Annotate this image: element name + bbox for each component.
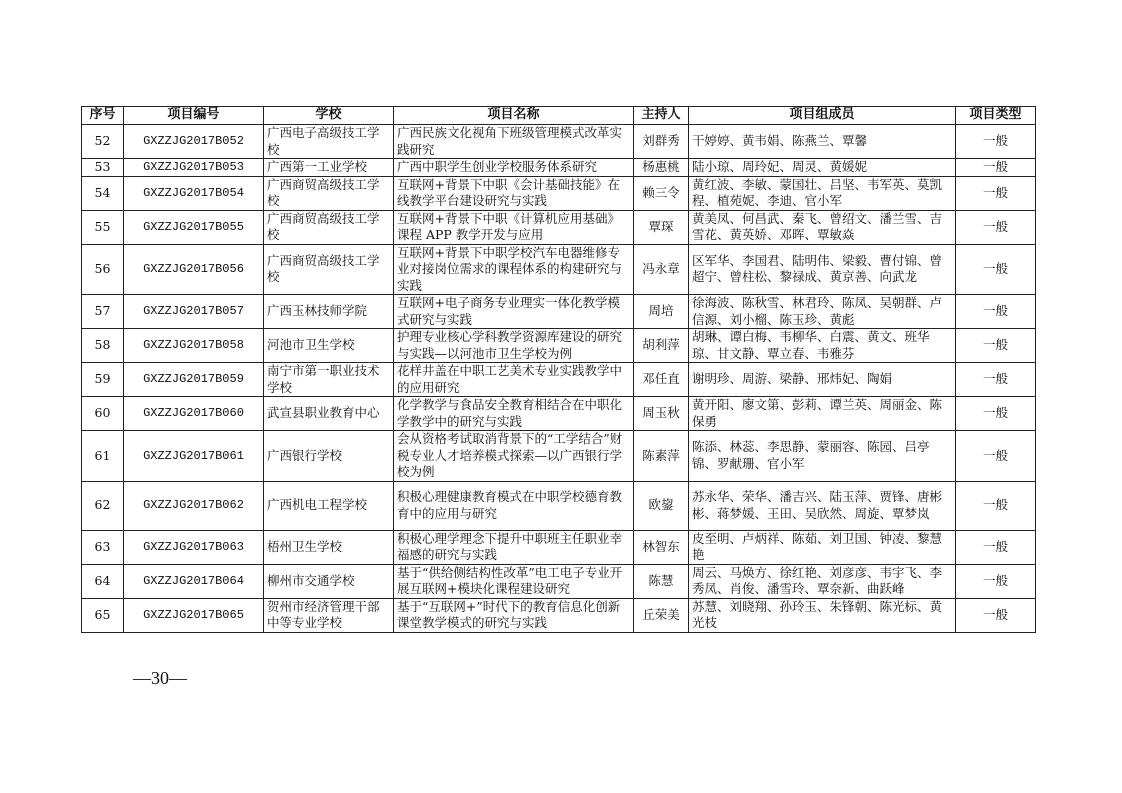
cell-project-name: 护理专业核心学科教学资源库建设的研究与实践—以河池市卫生学校为例 (394, 329, 634, 363)
header-school: 学校 (264, 107, 394, 125)
cell-type: 一般 (956, 431, 1036, 482)
cell-members: 区军华、李国君、陆明伟、梁毅、曹付锦、曾超宁、曾柱松、黎禄成、黄京善、向武龙 (689, 244, 956, 295)
cell-school: 柳州市交通学校 (264, 564, 394, 598)
cell-project-name: 互联网+背景下中职《会计基础技能》在线教学平台建设研究与实践 (394, 176, 634, 210)
cell-members: 苏永华、荣华、潘吉兴、陆玉萍、贾锋、唐彬彬、蒋梦媛、王田、吴欣然、周旋、覃梦岚 (689, 481, 956, 530)
cell-type: 一般 (956, 363, 1036, 397)
table-row (82, 530, 1036, 564)
cell-leader: 覃琛 (634, 210, 689, 244)
table-row (82, 176, 1036, 210)
cell-type: 一般 (956, 210, 1036, 244)
table-row (82, 295, 1036, 329)
cell-code: GXZZJG2017B055 (124, 210, 264, 244)
cell-leader: 陈慧 (634, 564, 689, 598)
table-row (82, 481, 1036, 530)
cell-project-name: 广西民族文化视角下班级管理模式改革实践研究 (394, 125, 634, 159)
header-type: 项目类型 (956, 107, 1036, 125)
cell-seq: 60 (82, 397, 124, 431)
cell-school: 广西银行学校 (264, 431, 394, 482)
cell-type: 一般 (956, 481, 1036, 530)
table-row (82, 363, 1036, 397)
cell-code: GXZZJG2017B058 (124, 329, 264, 363)
cell-leader: 周培 (634, 295, 689, 329)
cell-type: 一般 (956, 530, 1036, 564)
cell-seq: 63 (82, 530, 124, 564)
cell-code: GXZZJG2017B054 (124, 176, 264, 210)
cell-type: 一般 (956, 244, 1036, 295)
cell-seq: 56 (82, 244, 124, 295)
cell-project-name: 化学教学与食品安全教育相结合在中职化学教学中的研究与实践 (394, 397, 634, 431)
header-leader: 主持人 (634, 107, 689, 125)
cell-seq: 64 (82, 564, 124, 598)
cell-seq: 55 (82, 210, 124, 244)
header-code: 项目编号 (124, 107, 264, 125)
cell-code: GXZZJG2017B056 (124, 244, 264, 295)
cell-leader: 冯永章 (634, 244, 689, 295)
cell-members: 黄红波、李敏、蒙国壮、吕坚、韦军英、莫凯程、植苑妮、李迪、官小军 (689, 176, 956, 210)
cell-school: 广西电子高级技工学校 (264, 125, 394, 159)
page-number: —30— (133, 668, 187, 688)
cell-seq: 54 (82, 176, 124, 210)
cell-leader: 欧鋆 (634, 481, 689, 530)
cell-seq: 52 (82, 125, 124, 159)
cell-school: 广西商贸高级技工学校 (264, 210, 394, 244)
cell-members: 皮至明、卢炳祥、陈茹、刘卫国、钟凌、黎慧艳 (689, 530, 956, 564)
table-row (82, 329, 1036, 363)
cell-type: 一般 (956, 159, 1036, 177)
cell-project-name: 广西中职学生创业学校服务体系研究 (394, 159, 634, 177)
cell-type: 一般 (956, 598, 1036, 632)
cell-school: 广西机电工程学校 (264, 481, 394, 530)
cell-type: 一般 (956, 397, 1036, 431)
cell-leader: 赖三令 (634, 176, 689, 210)
cell-seq: 58 (82, 329, 124, 363)
cell-members: 陆小琼、周玲妃、周灵、黄媛妮 (689, 159, 956, 177)
cell-type: 一般 (956, 125, 1036, 159)
cell-seq: 53 (82, 159, 124, 177)
cell-leader: 胡利萍 (634, 329, 689, 363)
cell-leader: 丘荣美 (634, 598, 689, 632)
cell-seq: 57 (82, 295, 124, 329)
cell-project-name: 积极心理健康教育模式在中职学校德育教育中的应用与研究 (394, 481, 634, 530)
cell-leader: 邓任直 (634, 363, 689, 397)
table-row (82, 598, 1036, 632)
cell-seq: 61 (82, 431, 124, 482)
cell-seq: 59 (82, 363, 124, 397)
header-row (82, 107, 1036, 125)
cell-school: 武宣县职业教育中心 (264, 397, 394, 431)
cell-project-name: 基于“供给侧结构性改革”电工电子专业开展互联网+模块化课程建设研究 (394, 564, 634, 598)
cell-code: GXZZJG2017B060 (124, 397, 264, 431)
cell-type: 一般 (956, 295, 1036, 329)
cell-school: 河池市卫生学校 (264, 329, 394, 363)
cell-code: GXZZJG2017B061 (124, 431, 264, 482)
cell-members: 黄美凤、何昌武、秦飞、曾绍文、潘兰雪、吉雪花、黄英娇、邓晖、覃敏焱 (689, 210, 956, 244)
table-row (82, 159, 1036, 177)
cell-type: 一般 (956, 329, 1036, 363)
header-members: 项目组成员 (689, 107, 956, 125)
cell-code: GXZZJG2017B053 (124, 159, 264, 177)
cell-members: 干婷婷、黄韦娟、陈燕兰、覃馨 (689, 125, 956, 159)
cell-school: 广西玉林技师学院 (264, 295, 394, 329)
cell-code: GXZZJG2017B059 (124, 363, 264, 397)
table-row (82, 210, 1036, 244)
cell-school: 广西商贸高级技工学校 (264, 244, 394, 295)
cell-code: GXZZJG2017B062 (124, 481, 264, 530)
cell-leader: 杨惠桃 (634, 159, 689, 177)
cell-school: 南宁市第一职业技术学校 (264, 363, 394, 397)
cell-school: 广西商贸高级技工学校 (264, 176, 394, 210)
cell-seq: 65 (82, 598, 124, 632)
cell-leader: 林智东 (634, 530, 689, 564)
cell-project-name: 互联网+电子商务专业理实一体化教学模式研究与实践 (394, 295, 634, 329)
table-row (82, 125, 1036, 159)
cell-school: 贺州市经济管理干部中等专业学校 (264, 598, 394, 632)
cell-code: GXZZJG2017B064 (124, 564, 264, 598)
cell-members: 徐海波、陈秋雪、林君玲、陈凤、吴朝群、卢信源、刘小榴、陈玉珍、黄彪 (689, 295, 956, 329)
cell-seq: 62 (82, 481, 124, 530)
cell-type: 一般 (956, 176, 1036, 210)
table-row (82, 244, 1036, 295)
table-row (82, 564, 1036, 598)
cell-members: 陈添、林蕊、李思静、蒙丽容、陈园、吕亭锦、罗献珊、官小军 (689, 431, 956, 482)
cell-project-name: 积极心理学理念下提升中职班主任职业幸福感的研究与实践 (394, 530, 634, 564)
cell-leader: 周玉秋 (634, 397, 689, 431)
cell-leader: 刘群秀 (634, 125, 689, 159)
cell-code: GXZZJG2017B063 (124, 530, 264, 564)
cell-code: GXZZJG2017B052 (124, 125, 264, 159)
cell-school: 梧州卫生学校 (264, 530, 394, 564)
cell-project-name: 基于“互联网+”时代下的教育信息化创新课堂教学模式的研究与实践 (394, 598, 634, 632)
cell-project-name: 互联网+背景下中职学校汽车电器维修专业对接岗位需求的课程体系的构建研究与实践 (394, 244, 634, 295)
cell-type: 一般 (956, 564, 1036, 598)
cell-members: 周云、马焕方、徐红艳、刘彦彦、韦宇飞、李秀凤、肖俊、潘雪玲、覃奈新、曲跃峰 (689, 564, 956, 598)
cell-project-name: 花样井盖在中职工艺美术专业实践教学中的应用研究 (394, 363, 634, 397)
table-row (82, 431, 1036, 482)
cell-project-name: 会从资格考试取消背景下的“工学结合”财税专业人才培养模式探索—以广西银行学校为例 (394, 431, 634, 482)
table-row (82, 397, 1036, 431)
cell-members: 谢明珍、周游、梁静、邢炜妃、陶娟 (689, 363, 956, 397)
project-table (81, 106, 1036, 633)
cell-code: GXZZJG2017B065 (124, 598, 264, 632)
cell-code: GXZZJG2017B057 (124, 295, 264, 329)
cell-school: 广西第一工业学校 (264, 159, 394, 177)
header-project-name: 项目名称 (394, 107, 634, 125)
cell-members: 胡琳、谭白梅、韦柳华、白震、黄文、班华琼、甘文静、覃立春、韦雅芬 (689, 329, 956, 363)
cell-members: 苏慧、刘晓翔、孙玲玉、朱锋朝、陈光标、黄光枝 (689, 598, 956, 632)
cell-members: 黄开阳、廖文第、彭莉、谭兰英、周丽金、陈保勇 (689, 397, 956, 431)
cell-leader: 陈素萍 (634, 431, 689, 482)
header-seq: 序号 (82, 107, 124, 125)
cell-project-name: 互联网+背景下中职《计算机应用基础》课程 APP 教学开发与应用 (394, 210, 634, 244)
